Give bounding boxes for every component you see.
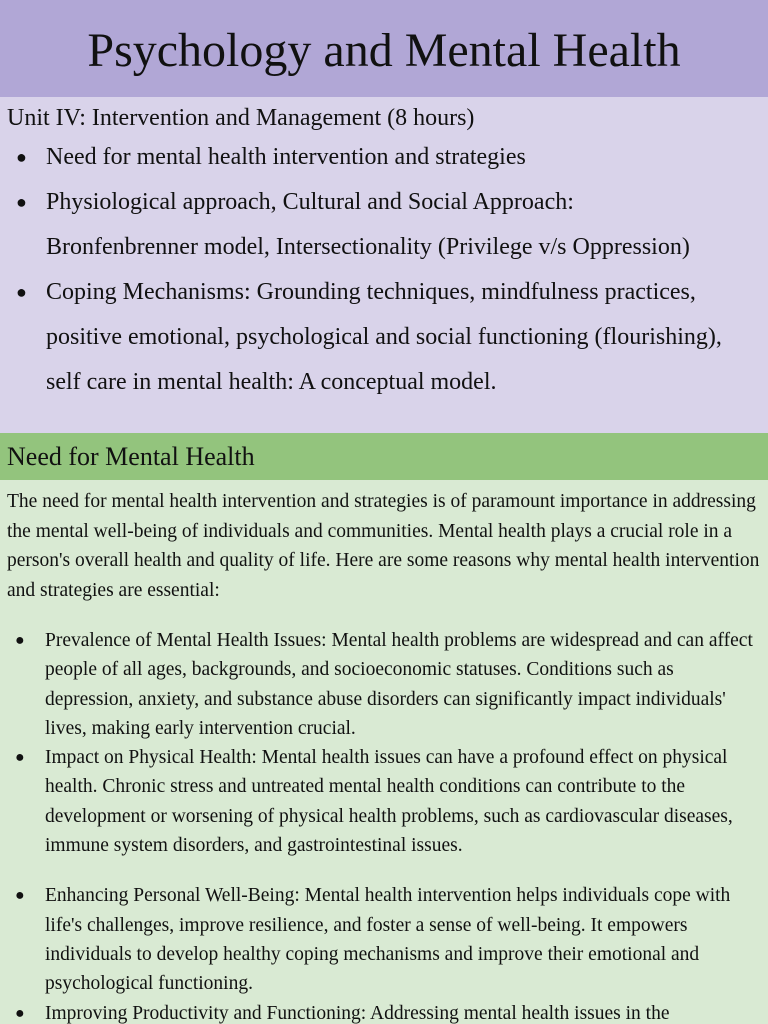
unit-topic-line: Physiological approach, Cultural and Social Approach: [46,189,574,215]
bullet-icon: ● [15,749,25,767]
unit-topic-item [7,180,768,270]
reason-text: Improving Productivity and Functioning: Addressing mental health issues in the [45,1002,670,1024]
unit-topic-line: self care in mental health: A conceptual model. [46,369,497,395]
unit-topic-line: Coping Mechanisms: Grounding techniques, mindfulness practices, [46,279,696,305]
section-header-bar [0,433,768,480]
unit-topic-line: Bronfenbrenner model, Intersectionality (Privilege v/s Oppression) [46,234,690,260]
bullet-icon: ● [15,1004,25,1022]
intro-paragraph: The need for mental health intervention and strategies is of paramount importance in addressing the mental well-being of individuals and communities. Mental health plays a crucial role in a person's overall health and quality of life. Here are some reasons why mental health intervention and strategies are essential: [7,491,760,601]
bullet-icon: ● [15,887,25,905]
unit-topic-line: Need for mental health intervention and strategies [46,144,526,170]
unit-topic-list [7,135,768,405]
reason-text: Impact on Physical Health: Mental health issues can have a profound effect on physical health. Chronic stress and untreated mental health conditions can contribute to the development or worsening of physical health problems, such as cardiovascular diseases, immune system disorders, and gastrointestinal issues. [45,747,733,857]
bullet-icon: ● [16,147,27,167]
page-title: Psychology and Mental Health [87,23,681,77]
reason-item [7,999,762,1024]
unit-section [0,97,768,433]
reason-item [7,626,762,743]
bullet-icon: ● [16,282,27,302]
unit-topic-item [7,270,768,405]
reasons-list [7,626,762,1024]
reason-item [7,881,762,998]
unit-topic-line: positive emotional, psychological and social functioning (flourishing), [46,324,722,350]
bullet-icon: ● [16,192,27,212]
reason-text: Prevalence of Mental Health Issues: Mental health problems are widespread and can affect people of all ages, backgrounds, and socioeconomic statuses. Conditions such as depression, anxiety, and substance abuse disorders can significantly impact individuals' lives, making early intervention crucial. [45,630,753,739]
reason-text: Enhancing Personal Well-Being: Mental health intervention helps individuals cope with life's challenges, improve resilience, and foster a sense of well-being. It empowers individuals to develop healthy coping mechanisms and improve their emotional and psychological functioning. [45,885,731,995]
unit-topic-item [7,135,768,180]
title-banner [0,0,768,97]
unit-heading: Unit IV: Intervention and Management (8 hours) [7,105,475,131]
reason-item [7,743,762,860]
bullet-icon: ● [15,632,25,649]
section-heading: Need for Mental Health [7,441,255,471]
section-body [0,480,768,1024]
